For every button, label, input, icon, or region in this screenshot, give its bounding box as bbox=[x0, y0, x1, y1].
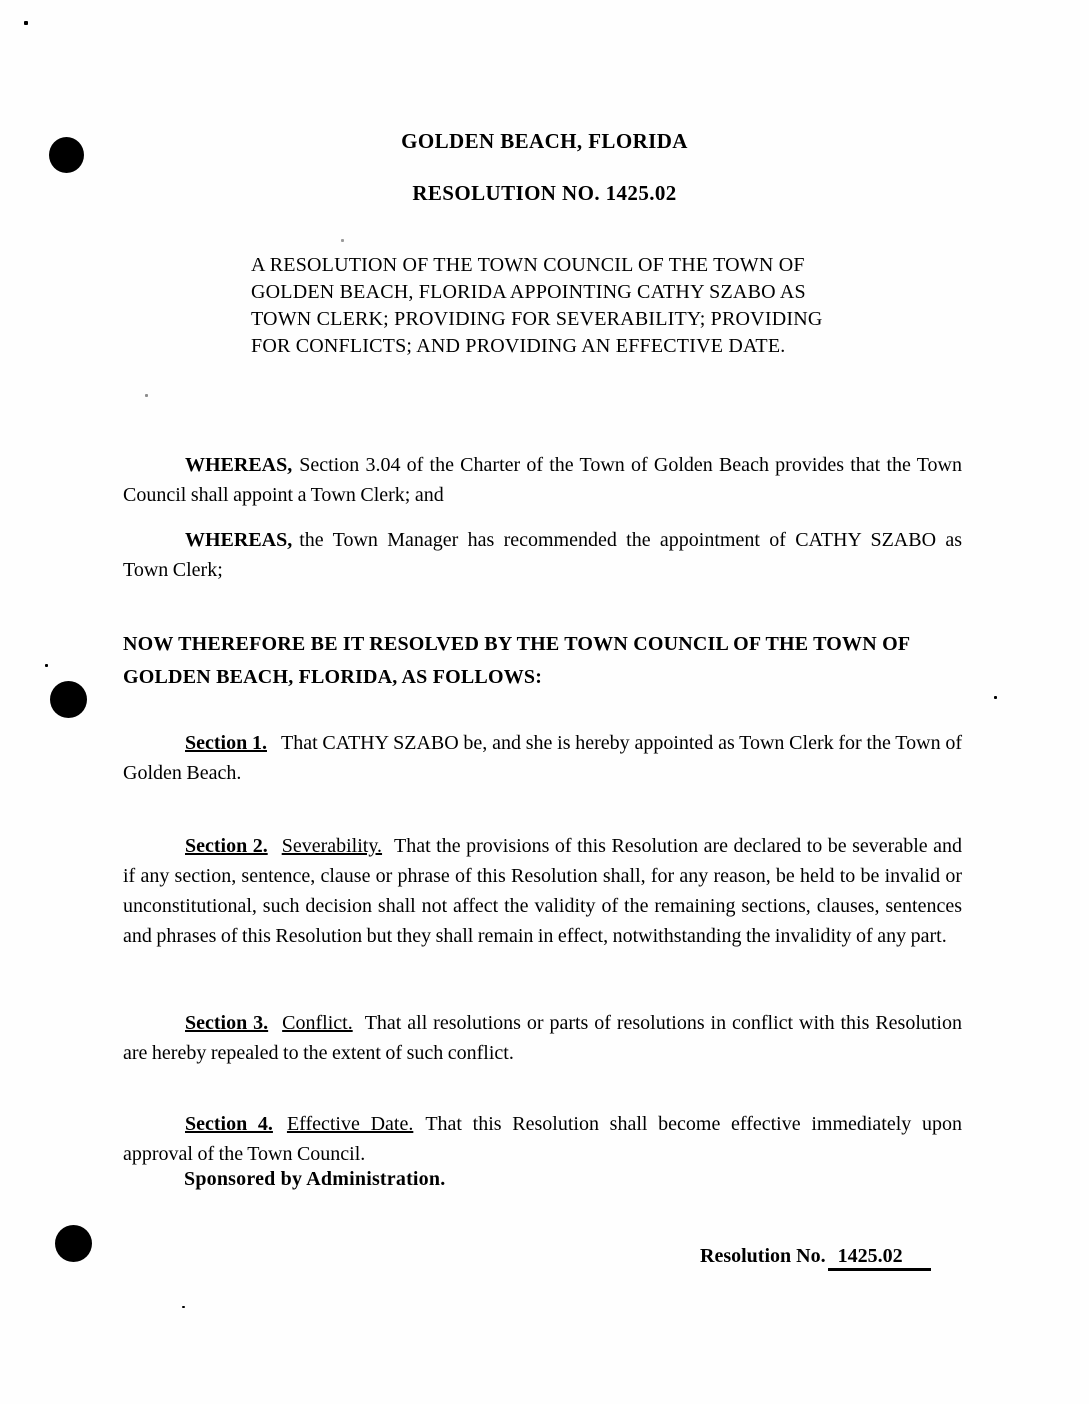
scan-artifact bbox=[145, 394, 148, 397]
sponsor-line: Sponsored by Administration. bbox=[184, 1168, 446, 1190]
section-2-text: That the provisions of this Resolution are declared to be severable and if any section, sentence, clause or phrase of this Resolution shall, for any reason, be held to be invalid or unconstitutional, such decision shall not affect the validity of the remaining sections, clauses, sentences and phrases of this Resolution but they shall remain in effect, notwithstanding the invalidity of any part. bbox=[123, 835, 962, 947]
punch-hole-middle bbox=[50, 681, 87, 718]
section-1-paragraph bbox=[123, 728, 962, 788]
scan-artifact bbox=[994, 696, 997, 699]
scan-artifact bbox=[24, 21, 28, 25]
section-4-text: That this Resolution shall become effective immediately upon approval of the Town Council. bbox=[123, 1113, 963, 1165]
section-3-title: Conflict. bbox=[282, 1012, 353, 1034]
resolution-title-line: GOLDEN BEACH, FLORIDA APPOINTING CATHY SZABO AS bbox=[251, 281, 806, 303]
footer-resolution bbox=[700, 1245, 931, 1271]
whereas-text: Section 3.04 of the Charter of the Town of Golden Beach provides that the Town Council shall appoint a Town Clerk; and bbox=[123, 454, 962, 506]
resolution-title-block bbox=[251, 252, 822, 360]
section-4-label: Section 4. bbox=[185, 1113, 273, 1135]
section-2-label: Section 2. bbox=[185, 835, 268, 857]
resolution-title-line: TOWN CLERK; PROVIDING FOR SEVERABILITY; PROVIDING bbox=[251, 308, 823, 330]
section-3-text: That all resolutions or parts of resolutions in conflict with this Resolution are hereby repealed to the extent of such conflict. bbox=[123, 1012, 962, 1064]
footer-resolution-number: 1425.02 bbox=[828, 1245, 931, 1271]
scan-artifact bbox=[341, 239, 344, 242]
punch-hole-bottom bbox=[55, 1225, 92, 1262]
whereas-clause-1 bbox=[123, 450, 962, 510]
section-2-paragraph bbox=[123, 831, 962, 951]
resolution-title-line: FOR CONFLICTS; AND PROVIDING AN EFFECTIVE DATE. bbox=[251, 335, 786, 357]
whereas-text: the Town Manager has recommended the appointment of CATHY SZABO as Town Clerk; bbox=[123, 529, 962, 581]
section-2-title: Severability. bbox=[281, 835, 383, 857]
whereas-clause-2 bbox=[123, 525, 962, 585]
section-3-label: Section 3. bbox=[185, 1012, 269, 1034]
section-4-title: Effective Date. bbox=[286, 1113, 414, 1135]
heading-city: GOLDEN BEACH, FLORIDA bbox=[401, 129, 688, 153]
section-1-text: That CATHY SZABO be, and she is hereby appointed as Town Clerk for the Town of Golden Beach. bbox=[123, 732, 962, 784]
section-1-label: Section 1. bbox=[185, 732, 267, 754]
whereas-lead: WHEREAS, bbox=[185, 529, 293, 551]
resolution-title-line: A RESOLUTION OF THE TOWN COUNCIL OF THE TOWN OF bbox=[251, 254, 805, 276]
resolved-clause: NOW THEREFORE BE IT RESOLVED BY THE TOWN COUNCIL OF THE TOWN OF GOLDEN BEACH, FLORIDA, AS FOLLOWS: bbox=[123, 633, 910, 688]
scan-artifact bbox=[182, 1306, 185, 1308]
heading-resolution-number: RESOLUTION NO. 1425.02 bbox=[412, 181, 677, 205]
section-3-paragraph bbox=[123, 1008, 962, 1068]
scan-artifact bbox=[45, 664, 48, 667]
whereas-lead: WHEREAS, bbox=[185, 454, 293, 476]
footer-resolution-label: Resolution No. bbox=[700, 1245, 826, 1267]
section-4-paragraph bbox=[123, 1109, 962, 1169]
